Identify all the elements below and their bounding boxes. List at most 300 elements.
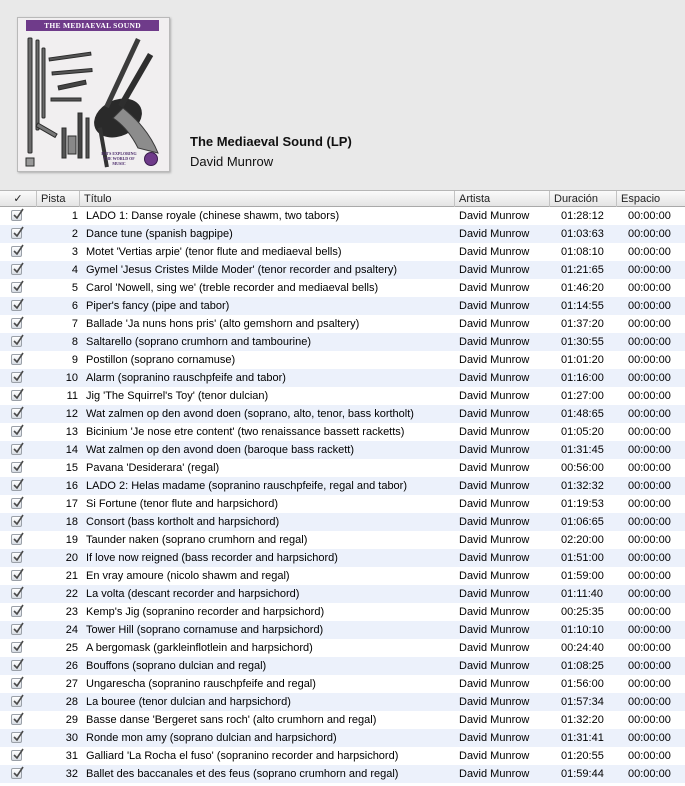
track-artist: David Munrow [459,444,530,456]
track-artist: David Munrow [459,552,530,564]
checkbox-box[interactable] [11,768,22,779]
track-number: 31 [65,750,78,762]
track-title: Gymel 'Jesus Cristes Milde Moder' (tenor recorder and psaltery) [86,264,398,276]
checkbox-box[interactable] [11,588,22,599]
track-duration: 01:37:20 [561,318,604,330]
track-title: Ballade 'Ja nuns hons pris' (alto gemshorn and psaltery) [86,318,360,330]
album-title: The Mediaeval Sound (LP) [190,134,352,149]
track-artist: David Munrow [459,678,530,690]
album-artist: David Munrow [190,154,274,169]
track-duration: 01:59:00 [561,570,604,582]
track-title: La volta (descant recorder and harpsichord) [86,588,300,600]
track-checkbox[interactable] [11,279,25,297]
track-title: Pavana 'Desiderara' (regal) [86,462,220,474]
track-duration: 01:11:40 [561,588,604,600]
track-number: 12 [65,408,78,420]
track-size: 00:00:00 [628,210,671,222]
checkbox-box[interactable] [11,516,22,527]
track-number: 26 [65,660,78,672]
track-checkbox[interactable] [11,729,25,747]
checkbox-box[interactable] [11,606,22,617]
track-duration: 01:28:12 [561,210,604,222]
checkmark-icon [12,640,24,653]
track-title: Ungarescha (sopranino rauschpfeife and regal) [86,678,316,690]
track-number: 32 [65,768,78,780]
track-artist: David Munrow [459,768,530,780]
track-title: A bergomask (garkleinflotlein and harpsichord) [86,642,313,654]
checkbox-box[interactable] [11,354,22,365]
track-artist: David Munrow [459,210,530,222]
table-row[interactable] [0,279,685,297]
track-title: Wat zalmen op den avond doen (soprano, alto, tenor, bass kortholt) [86,408,414,420]
checkbox-box[interactable] [11,696,22,707]
checkbox-box[interactable] [11,534,22,545]
track-title: If love now reigned (bass recorder and harpsichord) [86,552,338,564]
checkmark-icon [12,226,24,239]
cover-title: THE MEDIAEVAL SOUND [26,20,159,31]
table-row[interactable] [0,585,685,603]
track-artist: David Munrow [459,354,530,366]
checkbox-box[interactable] [11,444,22,455]
track-title: Ronde mon amy (soprano dulcian and harpsichord) [86,732,337,744]
track-checkbox[interactable] [11,747,25,765]
track-number: 27 [65,678,78,690]
track-number: 14 [65,444,78,456]
track-duration: 01:05:20 [561,426,604,438]
track-title: En vray amoure (nicolo shawm and regal) [86,570,290,582]
table-row[interactable] [0,495,685,513]
track-checkbox[interactable] [11,711,25,729]
track-size: 00:00:00 [628,714,671,726]
table-row[interactable] [0,621,685,639]
checkmark-icon [12,478,24,491]
track-title: Motet 'Vertias arpie' (tenor flute and mediaeval bells) [86,246,342,258]
checkmark-icon [12,298,24,311]
track-number: 11 [66,390,78,402]
track-number: 3 [71,246,78,258]
track-duration: 01:14:55 [561,300,604,312]
checkmark-icon [12,406,24,419]
track-checkbox[interactable] [11,657,25,675]
checkbox-box[interactable] [11,642,22,653]
checkmark-icon [12,496,24,509]
checkbox-box[interactable] [11,426,22,437]
checkmark-icon [12,712,24,725]
track-size: 00:00:00 [628,246,671,258]
album-cover[interactable] [17,17,170,172]
track-duration: 00:25:35 [561,606,604,618]
checkmark-icon [12,442,24,455]
checkmark-icon [12,370,24,383]
table-row[interactable] [0,747,685,765]
track-checkbox[interactable] [11,369,25,387]
checkmark-icon [12,658,24,671]
table-row[interactable] [0,333,685,351]
track-title: Saltarello (soprano crumhorn and tambourine) [86,336,312,348]
checkmark-icon [12,244,24,257]
track-artist: David Munrow [459,336,530,348]
cover-seal-icon [144,152,158,166]
track-size: 00:00:00 [628,354,671,366]
track-artist: David Munrow [459,714,530,726]
track-size: 00:00:00 [628,678,671,690]
track-duration: 01:31:45 [561,444,604,456]
track-duration: 01:01:20 [561,354,604,366]
track-size: 00:00:00 [628,534,671,546]
checkmark-icon [12,460,24,473]
table-row[interactable] [0,423,685,441]
checkmark-icon [12,622,24,635]
checkbox-box[interactable] [11,300,22,311]
track-checkbox[interactable] [11,459,25,477]
track-number: 28 [65,696,78,708]
cover-caption: DM'S EXPLORING THE WORLD OF MUSIC [101,151,137,166]
track-duration: 01:03:63 [561,228,604,240]
track-size: 00:00:00 [628,318,671,330]
table-row[interactable] [0,675,685,693]
track-checkbox[interactable] [11,333,25,351]
table-row[interactable] [0,513,685,531]
track-number: 4 [71,264,78,276]
track-number: 20 [65,552,78,564]
table-row[interactable] [0,351,685,369]
track-checkbox[interactable] [11,549,25,567]
track-number: 7 [71,318,78,330]
track-number: 8 [71,336,78,348]
track-number: 17 [65,498,78,510]
track-artist: David Munrow [459,624,530,636]
track-artist: David Munrow [459,480,530,492]
track-size: 00:00:00 [628,660,671,672]
checkbox-box[interactable] [11,480,22,491]
track-duration: 01:16:00 [561,372,604,384]
track-checkbox[interactable] [11,405,25,423]
track-number: 6 [71,300,78,312]
track-title: Tower Hill (soprano cornamuse and harpsichord) [86,624,324,636]
table-row[interactable] [0,729,685,747]
track-duration: 01:21:65 [561,264,604,276]
track-checkbox[interactable] [11,495,25,513]
track-artist: David Munrow [459,588,530,600]
track-title: Ballet des baccanales et des feus (soprano crumhorn and regal) [86,768,399,780]
track-artist: David Munrow [459,408,530,420]
track-title: Piper's fancy (pipe and tabor) [86,300,230,312]
track-title: Basse danse 'Bergeret sans roch' (alto crumhorn and regal) [86,714,377,726]
checkbox-box[interactable] [11,318,22,329]
checkmark-icon [12,748,24,761]
checkmark-icon [12,730,24,743]
table-row[interactable] [0,225,685,243]
track-number: 9 [71,354,78,366]
track-size: 00:00:00 [628,390,671,402]
track-title: Consort (bass kortholt and harpsichord) [86,516,280,528]
track-checkbox[interactable] [11,423,25,441]
track-size: 00:00:00 [628,570,671,582]
track-artist: David Munrow [459,264,530,276]
track-duration: 02:20:00 [561,534,604,546]
track-size: 00:00:00 [628,336,671,348]
checkmark-icon [12,352,24,365]
table-body [0,207,685,783]
track-checkbox[interactable] [11,765,25,783]
table-row[interactable] [0,243,685,261]
table-row[interactable] [0,369,685,387]
track-title: Taunder naken (soprano crumhorn and regal) [86,534,308,546]
track-duration: 01:51:00 [561,552,604,564]
track-table [0,190,685,783]
track-checkbox[interactable] [11,531,25,549]
track-checkbox[interactable] [11,441,25,459]
track-duration: 01:46:20 [561,282,604,294]
table-row[interactable] [0,261,685,279]
track-size: 00:00:00 [628,444,671,456]
checkbox-box[interactable] [11,282,22,293]
checkmark-icon [12,586,24,599]
checkbox-box[interactable] [11,462,22,473]
track-size: 00:00:00 [628,750,671,762]
track-number: 19 [65,534,78,546]
track-size: 00:00:00 [628,264,671,276]
track-number: 16 [65,480,78,492]
track-number: 10 [65,372,78,384]
checkbox-box[interactable] [11,660,22,671]
table-row[interactable] [0,639,685,657]
track-checkbox[interactable] [11,351,25,369]
track-artist: David Munrow [459,732,530,744]
table-header [0,190,685,207]
track-checkbox[interactable] [11,477,25,495]
track-artist: David Munrow [459,462,530,474]
track-size: 00:00:00 [628,768,671,780]
track-size: 00:00:00 [628,624,671,636]
track-duration: 01:31:41 [561,732,604,744]
table-row[interactable] [0,387,685,405]
checkbox-box[interactable] [11,750,22,761]
checkbox-box[interactable] [11,570,22,581]
track-checkbox[interactable] [11,621,25,639]
track-checkbox[interactable] [11,243,25,261]
track-number: 18 [65,516,78,528]
track-checkbox[interactable] [11,225,25,243]
checkmark-icon [12,334,24,347]
track-duration: 01:32:20 [561,714,604,726]
checkmark-icon [12,532,24,545]
track-number: 23 [65,606,78,618]
checkmark-icon [12,694,24,707]
table-row[interactable] [0,207,685,225]
track-artist: David Munrow [459,246,530,258]
track-title: Carol 'Nowell, sing we' (treble recorder and mediaeval bells) [86,282,379,294]
track-title: Jig 'The Squirrel's Toy' (tenor dulcian) [86,390,269,402]
track-number: 22 [65,588,78,600]
track-artist: David Munrow [459,318,530,330]
track-size: 00:00:00 [628,480,671,492]
track-artist: David Munrow [459,498,530,510]
track-number: 25 [65,642,78,654]
track-duration: 01:20:55 [561,750,604,762]
track-checkbox[interactable] [11,585,25,603]
checkbox-box[interactable] [11,264,22,275]
track-artist: David Munrow [459,696,530,708]
checkbox-box[interactable] [11,390,22,401]
checkbox-box[interactable] [11,552,22,563]
track-duration: 01:59:44 [561,768,604,780]
track-title: Bicinium 'Je nose etre content' (two renaissance bassett racketts) [86,426,405,438]
checkbox-box[interactable] [11,210,22,221]
checkbox-box[interactable] [11,714,22,725]
track-duration: 01:32:32 [561,480,604,492]
track-duration: 01:30:55 [561,336,604,348]
track-size: 00:00:00 [628,732,671,744]
track-size: 00:00:00 [628,552,671,564]
track-size: 00:00:00 [628,498,671,510]
table-row[interactable] [0,765,685,783]
track-number: 24 [65,624,78,636]
checkmark-icon [12,316,24,329]
track-number: 1 [71,210,78,222]
checkbox-box[interactable] [11,246,22,257]
track-size: 00:00:00 [628,426,671,438]
track-duration: 01:48:65 [561,408,604,420]
checkmark-icon [12,262,24,275]
column-header-duration[interactable]: Duración [550,191,617,207]
track-number: 30 [65,732,78,744]
track-artist: David Munrow [459,750,530,762]
track-checkbox[interactable] [11,513,25,531]
column-header-check[interactable]: ✓ [0,191,37,207]
track-artist: David Munrow [459,228,530,240]
track-checkbox[interactable] [11,675,25,693]
track-checkbox[interactable] [11,297,25,315]
track-title: Bouffons (soprano dulcian and regal) [86,660,267,672]
track-size: 00:00:00 [628,228,671,240]
column-header-size[interactable]: Espacio [621,193,661,205]
track-duration: 01:10:10 [561,624,604,636]
track-artist: David Munrow [459,660,530,672]
track-checkbox[interactable] [11,261,25,279]
track-checkbox[interactable] [11,315,25,333]
table-row[interactable] [0,459,685,477]
checkmark-icon [12,604,24,617]
track-title: Galliard 'La Rocha el fuso' (sopranino recorder and harpsichord) [86,750,399,762]
checkmark-icon [12,388,24,401]
checkbox-box[interactable] [11,336,22,347]
checkmark-icon [12,514,24,527]
checkbox-box[interactable] [11,228,22,239]
table-row[interactable] [0,477,685,495]
checkmark-icon [12,208,24,221]
table-row[interactable] [0,549,685,567]
track-title: Dance tune (spanish bagpipe) [86,228,233,240]
cover-artwork [18,18,169,171]
table-row[interactable] [0,441,685,459]
track-number: 5 [71,282,78,294]
table-row[interactable] [0,297,685,315]
track-duration: 00:56:00 [561,462,604,474]
track-title: Postillon (soprano cornamuse) [86,354,236,366]
track-artist: David Munrow [459,300,530,312]
track-number: 13 [65,426,78,438]
track-checkbox[interactable] [11,207,25,225]
track-artist: David Munrow [459,516,530,528]
checkmark-icon [12,676,24,689]
track-size: 00:00:00 [628,588,671,600]
track-checkbox[interactable] [11,603,25,621]
table-row[interactable] [0,405,685,423]
track-size: 00:00:00 [628,606,671,618]
track-number: 15 [65,462,78,474]
track-duration: 01:08:10 [561,246,604,258]
track-checkbox[interactable] [11,567,25,585]
track-checkbox[interactable] [11,639,25,657]
checkbox-box[interactable] [11,372,22,383]
album-header [0,0,685,190]
track-number: 21 [65,570,78,582]
track-size: 00:00:00 [628,300,671,312]
track-checkbox[interactable] [11,387,25,405]
track-artist: David Munrow [459,606,530,618]
track-duration: 01:27:00 [561,390,604,402]
track-title: La bouree (tenor dulcian and harpsichord) [86,696,291,708]
table-row[interactable] [0,693,685,711]
checkmark-icon [12,280,24,293]
track-title: Si Fortune (tenor flute and harpsichord) [86,498,278,510]
track-size: 00:00:00 [628,642,671,654]
track-artist: David Munrow [459,282,530,294]
track-duration: 01:19:53 [561,498,604,510]
column-header-artist[interactable]: Artista [455,191,550,207]
track-size: 00:00:00 [628,462,671,474]
table-row[interactable] [0,315,685,333]
column-header-track[interactable]: Pista [37,191,80,207]
column-header-title[interactable]: Título [80,191,455,207]
track-duration: 01:08:25 [561,660,604,672]
table-row[interactable] [0,711,685,729]
track-title: LADO 2: Helas madame (sopranino rauschpfeife, regal and tabor) [86,480,408,492]
table-row[interactable] [0,603,685,621]
checkmark-icon [12,568,24,581]
track-checkbox[interactable] [11,693,25,711]
track-duration: 01:56:00 [561,678,604,690]
track-duration: 01:57:34 [561,696,604,708]
track-size: 00:00:00 [628,282,671,294]
track-duration: 00:24:40 [561,642,604,654]
track-artist: David Munrow [459,534,530,546]
track-duration: 01:06:65 [561,516,604,528]
track-size: 00:00:00 [628,408,671,420]
track-artist: David Munrow [459,426,530,438]
checkmark-icon [12,550,24,563]
table-row[interactable] [0,657,685,675]
checkbox-box[interactable] [11,732,22,743]
checkbox-box[interactable] [11,498,22,509]
checkbox-box[interactable] [11,624,22,635]
track-artist: David Munrow [459,570,530,582]
track-title: LADO 1: Danse royale (chinese shawm, two tabors) [86,210,340,222]
checkmark-icon [12,424,24,437]
table-row[interactable] [0,531,685,549]
checkbox-box[interactable] [11,678,22,689]
track-artist: David Munrow [459,390,530,402]
table-row[interactable] [0,567,685,585]
track-artist: David Munrow [459,372,530,384]
track-title: Kemp's Jig (sopranino recorder and harpsichord) [86,606,325,618]
track-number: 29 [65,714,78,726]
track-title: Alarm (sopranino rauschpfeife and tabor) [86,372,286,384]
checkmark-icon [12,766,24,779]
track-size: 00:00:00 [628,372,671,384]
checkbox-box[interactable] [11,408,22,419]
